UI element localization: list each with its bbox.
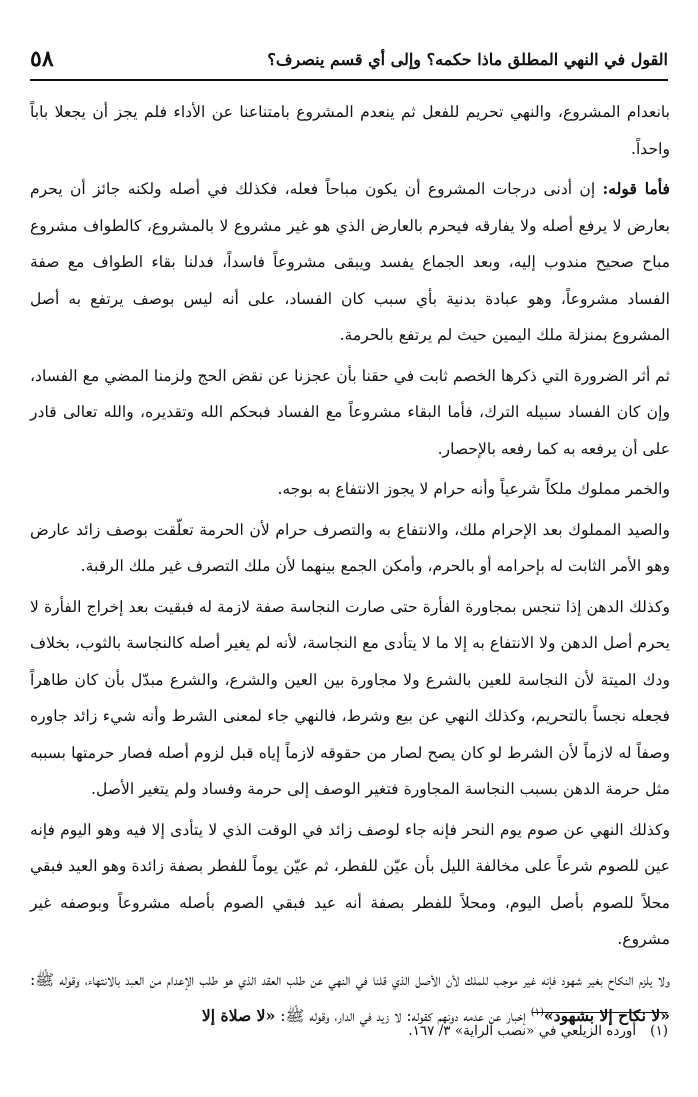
paragraph-5: والصيد المملوك بعد الإحرام ملك، والانتفاع به والتصرف حرام لأن الحرمة تعلّقت بوصف زائد عارض وهو الأمر الثابت له بإحرامه أو بالحرم، وأمكن الجمع بينهما لأن ملك التصرف غير ملك الرقبة. — [30, 520, 670, 575]
paragraph-2-text: إن أدنى درجات المشروع أن يكون مباحاً فعله، فكذلك في أصله ولكنه جائز أن يحرم بعارض لا يرفع أصله ولا يفارقه فيحرم بالعارض الذي هو غير مشروع لا بالمشروع، كالطواف مشروع مباح صحيح مندوب إليه، وبعد الجماع يفسد ويبقى مشروعاً فاسداً، فدلنا بقاء الطواف مع صفة الفساد مشروعاً، وهو عبادة بدنية بأي سبب كان الفساد، على أنه ليس بوصف يرتفع به أصل المشروع بمنزلة ملك اليمين حيث لم يرتفع بالحرمة. — [30, 180, 670, 344]
main-text — [30, 94, 670, 1035]
footnote — [30, 1018, 668, 1044]
paragraph-2 — [30, 171, 670, 354]
hadith-quote-1: «لا نكاح إلا بشهود» — [543, 1006, 670, 1025]
paragraph-4: والخمر مملوك ملكاً شرعياً وأنه حرام لا يجوز الانتفاع به بوجه. — [277, 480, 670, 498]
footnote-rule — [532, 1012, 668, 1013]
header-rule — [30, 79, 668, 81]
paragraph-8-text-a: ولا يلزم النكاح بغير شهود فإنه غير موجب للملك لأن الأصل الذي قلنا في النهي عن طلب العقد الذي هو طلب الإعدام من العبد بالانتهاء، وقوله ﷺ: — [30, 970, 670, 989]
footnote-number: (١) — [650, 1023, 668, 1039]
paragraph-8-text-b: إخبار عن عدمه دونهم كقوله: لا زيد في الدار، وقوله ﷺ: — [280, 1007, 526, 1025]
page-header — [30, 42, 668, 76]
footnote-text: أورده الزيلعي في «نصب الراية» ٣/ ١٦٧. — [408, 1023, 637, 1039]
paragraph-1: بانعدام المشروع، والنهي تحريم للفعل ثم ينعدم المشروع بامتناعنا عن الأداء فلم يجز أن يجعلا باباً واحداً. — [30, 103, 670, 158]
paragraph-7: وكذلك النهي عن صوم يوم النحر فإنه جاء لوصف زائد في الوقت الذي لا يتأدى إلا فيه وهو اليوم فإنه عين للصوم شرعاً على مخالفة الليل بأن عيّن للفطر، ثم عيّن يوماً للفطر بصفة زائدة وهو العيد فبقي محلاً للصوم بأصل اليوم، ومحلاً للفطر بصفة أنه عيد فبقي الصوم بأصله مشروعاً وبوصفه غير مشروع. — [30, 820, 670, 948]
running-title: القول في النهي المطلق ماذا حكمه؟ وإلى أي قسم ينصرف؟ — [267, 49, 668, 69]
footnote-reference[interactable]: (١) — [530, 1006, 544, 1018]
paragraph-3: ثم أثر الضرورة التي ذكرها الخصم ثابت في حقنا بأن عجزنا عن نقض الحج ولزمنا المضي مع الفساد، وإن كان الفساد سبيله الترك، فأما البقاء مشروعاً مع الفساد فبحكم الله وتقديره، والله تعالى قادر على أن يرفعه به كما رفعه بالإحصار. — [30, 366, 670, 458]
paragraph-2-lead: فأما قوله: — [602, 179, 671, 198]
page-number: ٥٨ — [30, 46, 54, 72]
hadith-quote-2: «لا صلاة إلا — [201, 1006, 276, 1025]
paragraph-6: وكذلك الدهن إذا تنجس بمجاورة الفأرة حتى صارت النجاسة صفة لازمة له فبقيت بعد إخراج الفأرة لا يحرم أصل الدهن ولا الانتفاع به إلا ما لا يتأدى مع النجاسة، لأنه لم يغير أصله كالنجاسة بالثوب، بخلاف ودك الميتة لأن النجاسة للعين بالشرع ولا مجاورة بين العين والشرع، والشرع مبدّل بأن كان طاهراً فجعله نجساً بالتحريم، وكذلك النهي عن بيع وشرط، فالنهي جاء لمعنى الشرط وأنه شيء زائد جاوره وصفاً له لازماً لأن الشرط لو كان يصح لصار من حقوقه لازماً إياه قبل لزوم أصله فصار حرمتها بسببه مثل حرمة الدهن بسبب النجاسة المجاورة فتغير الوصف إلى حرمة وفساد ولم يتغير الأصل. — [30, 597, 670, 798]
